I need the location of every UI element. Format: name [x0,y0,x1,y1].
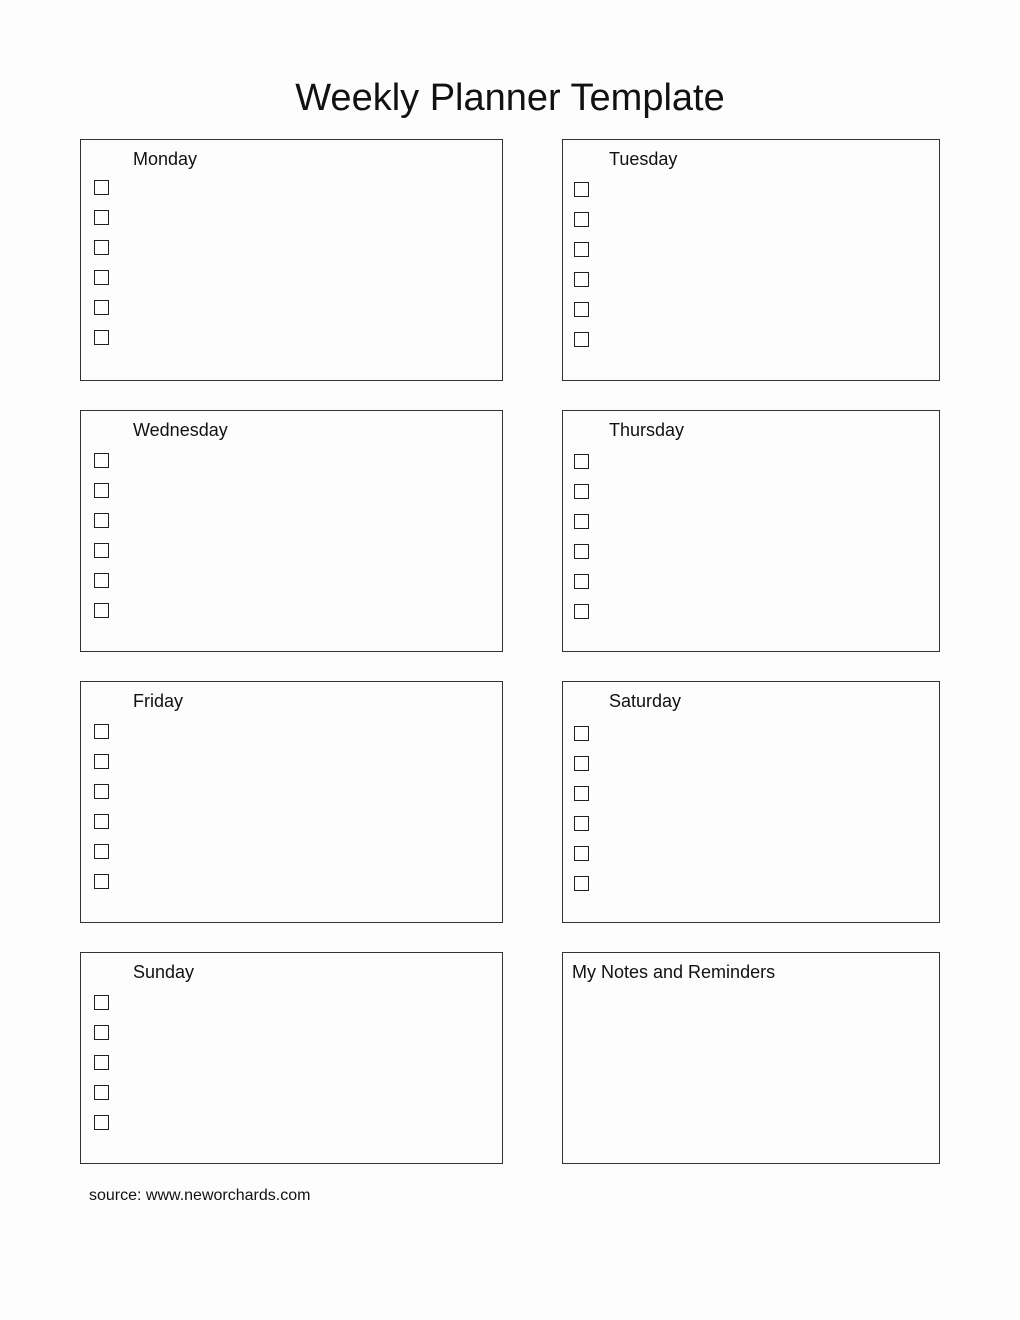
task-checkbox[interactable] [574,182,589,197]
task-checkbox[interactable] [574,272,589,287]
task-checkbox[interactable] [94,543,109,558]
task-checkbox[interactable] [574,574,589,589]
notes-label: My Notes and Reminders [572,962,776,982]
task-checkbox[interactable] [94,1055,109,1070]
day-box-thursday [562,410,940,652]
task-checkbox[interactable] [574,846,589,861]
day-label: Tuesday [609,149,678,169]
day-label: Saturday [609,691,682,711]
task-checkbox[interactable] [94,1085,109,1100]
task-checkbox[interactable] [94,210,109,225]
day-label: Friday [133,691,184,711]
task-checkbox[interactable] [94,814,109,829]
task-checkbox[interactable] [574,726,589,741]
task-checkbox[interactable] [94,270,109,285]
task-checkbox[interactable] [94,724,109,739]
task-checkbox[interactable] [94,995,109,1010]
task-checkbox[interactable] [94,844,109,859]
day-box-saturday [562,681,940,923]
day-box-wednesday [80,410,503,652]
day-box-friday [80,681,503,923]
task-checkbox[interactable] [94,483,109,498]
task-checkbox[interactable] [574,816,589,831]
task-checkbox[interactable] [574,544,589,559]
day-box-sunday [80,952,503,1164]
task-checkbox[interactable] [94,874,109,889]
task-checkbox[interactable] [94,573,109,588]
task-checkbox[interactable] [574,876,589,891]
task-checkbox[interactable] [94,1115,109,1130]
task-checkbox[interactable] [574,786,589,801]
day-box-tuesday [562,139,940,381]
notes-box[interactable] [562,952,940,1164]
task-checkbox[interactable] [94,603,109,618]
task-checkbox[interactable] [574,756,589,771]
day-label: Wednesday [133,420,228,440]
task-checkbox[interactable] [94,240,109,255]
task-checkbox[interactable] [94,180,109,195]
task-checkbox[interactable] [574,212,589,227]
task-checkbox[interactable] [94,300,109,315]
source-footer: source: www.neworchards.com [89,1187,311,1204]
task-checkbox[interactable] [574,484,589,499]
task-checkbox[interactable] [574,242,589,257]
task-checkbox[interactable] [94,453,109,468]
day-label: Monday [133,149,198,169]
task-checkbox[interactable] [574,514,589,529]
task-checkbox[interactable] [94,784,109,799]
task-checkbox[interactable] [574,604,589,619]
task-checkbox[interactable] [94,754,109,769]
task-checkbox[interactable] [94,330,109,345]
task-checkbox[interactable] [574,454,589,469]
page-title: Weekly Planner Template [295,77,725,119]
day-box-monday [80,139,503,381]
task-checkbox[interactable] [574,332,589,347]
day-label: Thursday [609,420,685,440]
day-label: Sunday [133,962,195,982]
task-checkbox[interactable] [94,513,109,528]
task-checkbox[interactable] [574,302,589,317]
task-checkbox[interactable] [94,1025,109,1040]
